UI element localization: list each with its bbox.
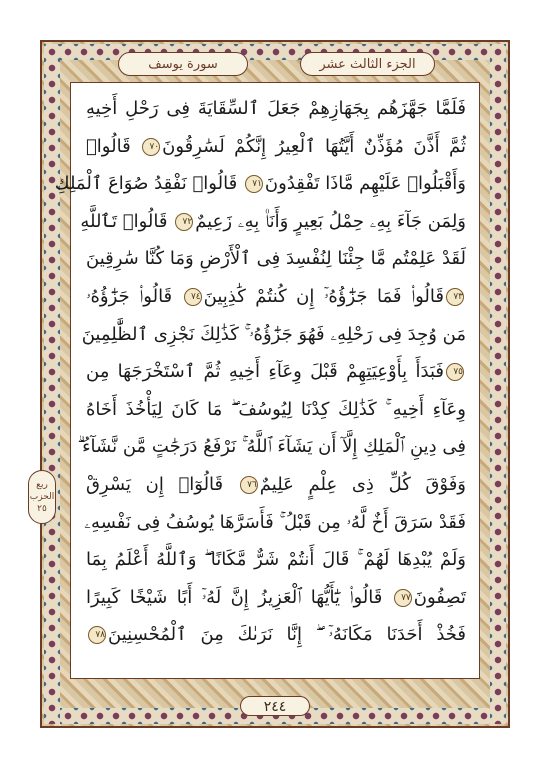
verse-text-tail: قَالُوا۟ تَٱللَّهِ: [80, 210, 174, 232]
page-number: ٢٤٤: [240, 696, 310, 716]
verse-text-tail: قَالُوا۟ جَزَٰٓؤُهُۥ: [86, 285, 182, 307]
verse-text: فِى دِينِ ٱلْمَلِكِ إِلَّآ أَن يَشَآءَ ٱللَّهُ ۚ نَرْفَعُ دَرَجَٰتٍ مَّن نَّشَآءُ ۗ: [77, 436, 466, 458]
verse-line: [86, 616, 466, 654]
verse-text: وَلَمْ يُبْدِهَا لَهُمْ ۚ قَالَ أَنتُمْ شَرٌّ مَّكَانًا ۖ وَٱللَّهُ أَعْلَمُ بِمَا: [86, 549, 466, 571]
verse-line: [86, 128, 466, 166]
verse-text-tail: قَالُوا۟ نَفْقِدُ صُوَاعَ ٱلْمَلِكِ: [54, 173, 243, 195]
verse-text: ثُمَّ أَذَّنَ مُؤَذِّنٌ أَيَّتُهَا ٱلْعِيرُ إِنَّكُمْ لَسَٰرِقُونَ: [162, 135, 466, 157]
surah-title: سورة يوسف: [118, 52, 248, 76]
verse-line: [81, 316, 466, 354]
verse-line: [86, 90, 466, 128]
verse-text: فَبَدَأَ بِأَوْعِيَتِهِمْ قَبْلَ وِعَآءِ أَخِيهِ ثُمَّ ٱسْتَخْرَجَهَا مِن: [86, 361, 444, 383]
verse-text: وَأَقْبَلُوا۟ عَلَيْهِم مَّاذَا تَفْقِدُونَ: [264, 173, 466, 195]
verse-line: [77, 428, 466, 466]
ayah-number-marker: ٧٤: [184, 288, 202, 306]
verse-line: [86, 504, 466, 542]
verse-text: تَصِفُونَ: [413, 586, 466, 608]
verse-text: قَالُوا۟ فَمَا جَزَٰٓؤُهُۥٓ إِن كُنتُمْ كَٰذِبِينَ: [203, 285, 444, 307]
frame-pattern-top: [44, 44, 506, 60]
ayah-number-marker: ٧٨: [88, 626, 106, 644]
verse-text: وَفَوْقَ كُلِّ ذِى عِلْمٍ عَلِيمٌ: [259, 473, 466, 495]
verse-text: لَقَدْ عَلِمْتُم مَّا جِئْنَا لِنُفْسِدَ فِى ٱلْأَرْضِ وَمَا كُنَّا سَٰرِقِينَ: [86, 248, 466, 270]
frame-pattern-left: [44, 44, 60, 724]
verse-text-tail: قَالُوا۟ يَٰٓأَيُّهَا ٱلْعَزِيزُ إِنَّ لَهُۥٓ أَبًا شَيْخًا كَبِيرًا: [86, 586, 392, 608]
quran-text: [54, 90, 466, 654]
verse-line: [86, 466, 466, 504]
verse-line: [86, 240, 466, 278]
ayah-number-marker: ٧٠: [142, 138, 160, 156]
verse-text-tail: قَالُوٓا۟ إِن يَسْرِقْ: [86, 473, 238, 495]
ayah-number-marker: ٧١: [245, 175, 263, 193]
verse-line: [86, 541, 466, 579]
frame-pattern-right: [490, 44, 506, 724]
ayah-number-marker: ٧٥: [446, 363, 464, 381]
verse-text: وِعَآءِ أَخِيهِ ۚ كَذَٰلِكَ كِدْنَا لِيُوسُفَ ۖ مَا كَانَ لِيَأْخُذَ أَخَاهُ: [86, 398, 466, 420]
verse-line: [86, 391, 466, 429]
verse-text: فَلَمَّا جَهَّزَهُم بِجَهَازِهِمْ جَعَلَ ٱلسِّقَايَةَ فِى رَحْلِ أَخِيهِ: [86, 98, 466, 119]
verse-line: [54, 165, 466, 203]
verse-text: فَقَدْ سَرَقَ أَخٌ لَّهُۥ مِن قَبْلُ ۚ فَأَسَرَّهَا يُوسُفُ فِى نَفْسِهِۦ: [84, 511, 466, 533]
juz-title: الجزء الثالث عشر: [300, 52, 435, 76]
ayah-number-marker: ٧٦: [240, 476, 258, 494]
ayah-number-marker: ٧٢: [175, 213, 193, 231]
verse-line: [86, 579, 466, 617]
verse-text: مَن وُجِدَ فِى رَحْلِهِۦ فَهُوَ جَزَٰٓؤُهُۥ ۚ كَذَٰلِكَ نَجْزِى ٱلظَّٰلِمِينَ: [81, 323, 466, 345]
verse-text: وَلِمَن جَآءَ بِهِۦ حِمْلُ بَعِيرٍ وَأَنَا۠ بِهِۦ زَعِيمٌ: [195, 210, 466, 232]
verse-line: [86, 353, 466, 391]
verse-text: فَخُذْ أَحَدَنَا مَكَانَهُۥٓ ۖ إِنَّا نَرَىٰكَ مِنَ ٱلْمُحْسِنِينَ: [108, 624, 466, 646]
hizb-marker: ربع الحزب ٢٥: [28, 470, 56, 524]
verse-line: [80, 203, 466, 241]
ayah-number-marker: ٧٧: [394, 589, 412, 607]
verse-line: [86, 278, 466, 316]
ayah-number-marker: ٧٣: [446, 288, 464, 306]
verse-text-tail: قَالُوا۟: [86, 135, 141, 157]
